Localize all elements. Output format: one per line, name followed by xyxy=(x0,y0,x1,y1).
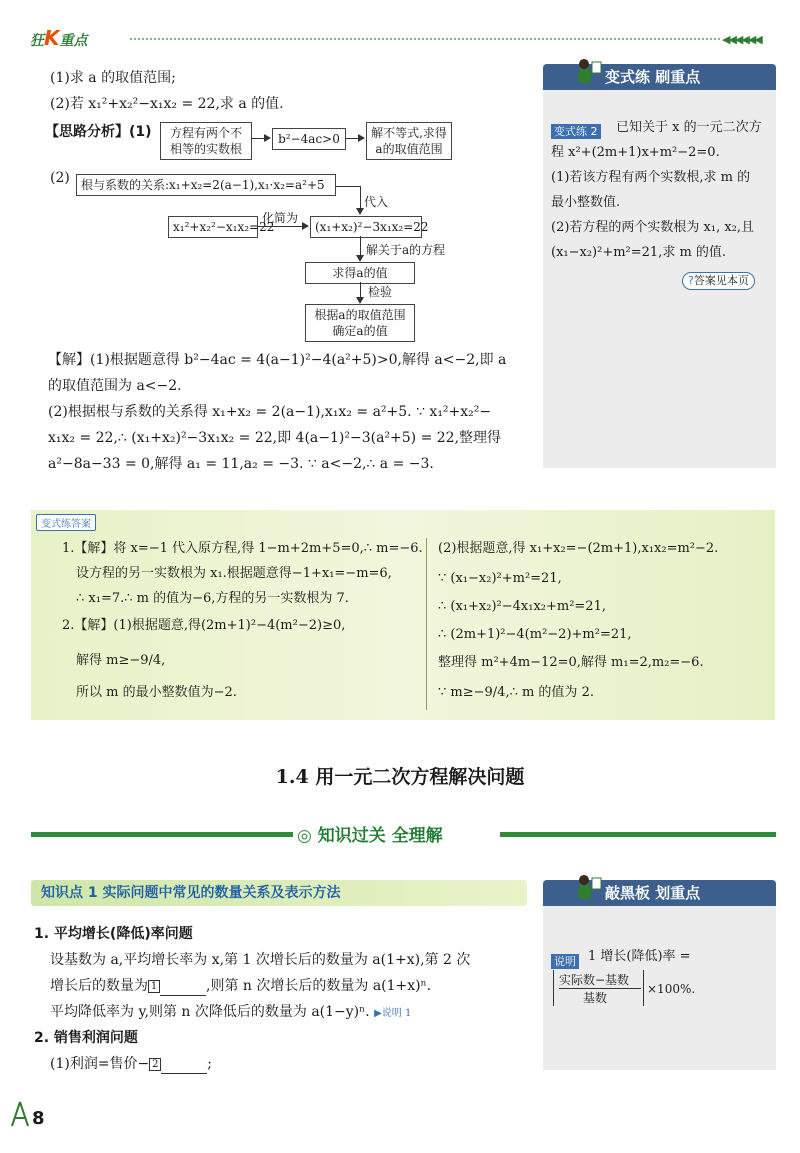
answer-left-4: 2.【解】(1)根据题意,得(2m+1)²−4(m²−2)≥0, xyxy=(62,618,346,633)
heading-growth-rate: 1. 平均增长(降低)率问题 xyxy=(34,926,193,942)
blank-1: 1 xyxy=(148,980,160,993)
key-point-title: 敲黑板 划重点 xyxy=(543,880,776,906)
note-tag: 说明 xyxy=(551,950,579,969)
variant-line-3: (1)若该方程有两个实数根,求 m 的 xyxy=(551,170,751,185)
note-line-1: 1 增长(降低)率 = xyxy=(588,949,691,964)
blank-2-line xyxy=(161,1060,207,1074)
body-line-3: 平均降低率为 y,则第 n 次降低后的数量为 a(1−y)ⁿ. ▶说明 1 xyxy=(50,1004,412,1020)
analysis-label: 【思路分析】(1) xyxy=(45,124,152,140)
flow1-box-2: b²−4ac>0 xyxy=(272,128,346,150)
body-line-1: 设基数为 a,平均增长率为 x,第 1 次增长后的数量为 a(1+x),第 2 次 xyxy=(50,952,471,968)
flow2-simplified-box: (x₁+x₂)²−3x₁x₂=22 xyxy=(310,216,422,238)
answer-right-4: ∴ (2m+1)²−4(m²−2)+m²=21, xyxy=(438,627,632,642)
rule-left xyxy=(31,832,293,837)
variant-tag: 变式练 2 xyxy=(551,120,601,139)
knowledge-point-bar: 知识点 1 实际问题中常见的数量关系及表示方法 xyxy=(31,880,527,906)
note-link: ▶说明 1 xyxy=(374,1008,412,1019)
header-arrows-icon: ◀◀◀◀◀◀ xyxy=(722,33,761,46)
flow1-box-3: 解不等式,求得a的取值范围 xyxy=(366,122,452,160)
flow2-label: (2) xyxy=(50,170,70,186)
flow2-get-box: 求得a的值 xyxy=(305,262,415,284)
teacher-icon-2 xyxy=(572,872,604,904)
answer-right-2: ∵ (x₁−x₂)²+m²=21, xyxy=(438,571,562,586)
teacher-icon xyxy=(572,56,604,88)
brand-logo: 狂K重点 xyxy=(30,26,88,50)
flow2-final-box: 根据a的取值范围确定a的值 xyxy=(305,304,415,342)
question-mark-icon: ? xyxy=(688,274,694,287)
answer-right-1: (2)根据题意,得 x₁+x₂=−(2m+1),x₁x₂=m²−2. xyxy=(438,541,719,556)
answers-tag: 变式练答案 xyxy=(36,514,96,531)
header-dotted-rule xyxy=(130,38,720,40)
formula-numerator: 实际数−基数 xyxy=(559,973,630,987)
flow2-solve-label: 解关于a的方程 xyxy=(366,243,446,257)
question-2: (2)若 x₁²+x₂²−x₁x₂ = 22,求 a 的值. xyxy=(50,96,284,112)
compass-icon xyxy=(8,1100,32,1128)
variant-practice-title: 变式练 刷重点 xyxy=(543,64,776,90)
variant-line-4: 最小整数值. xyxy=(551,195,621,210)
answer-left-5: 解得 m≥−9/4, xyxy=(76,653,166,668)
page-number: 8 xyxy=(32,1108,45,1129)
answer-left-3: ∴ x₁=7.∴ m 的值为−6,方程的另一实数根为 7. xyxy=(76,591,349,606)
formula-tail: ×100%. xyxy=(647,982,696,996)
question-1: (1)求 a 的取值范围; xyxy=(50,70,176,86)
rate-formula xyxy=(551,970,771,1010)
solution-line-4: x₁x₂ = 22,∴ (x₁+x₂)²−3x₁x₂ = 22,即 4(a−1)²−3(a²+5) = 22,整理得 xyxy=(48,430,502,446)
solution-line-5: a²−8a−33 = 0,解得 a₁ = 11,a₂ = −3. ∵ a<−2,∴ a = −3. xyxy=(48,456,434,472)
blank-1-line xyxy=(160,982,206,996)
flow2-substitute-label: 代入 xyxy=(364,195,389,209)
heading-profit: 2. 销售利润问题 xyxy=(34,1030,138,1046)
variant-line-5: (2)若方程的两个实数根为 x₁, x₂,且 xyxy=(551,220,755,235)
knowledge-title: ◎ 知识过关 全理解 xyxy=(297,826,443,846)
formula-denominator: 基数 xyxy=(583,991,608,1005)
variant-line-1: 已知关于 x 的一元二次方 xyxy=(616,120,762,135)
flow2-equation-box: x₁²+x₂²−x₁x₂=22 xyxy=(168,216,258,238)
answer-left-2: 设方程的另一实数根为 x₁.根据题意得−1+x₁=−m=6, xyxy=(76,566,392,581)
solution-line-2: 的取值范围为 a<−2. xyxy=(48,378,182,394)
section-title: 1.4 用一元二次方程解决问题 xyxy=(275,766,525,788)
variant-line-2: 程 x²+(2m+1)x+m²−2=0. xyxy=(551,145,720,160)
answer-left-6: 所以 m 的最小整数值为−2. xyxy=(76,685,237,700)
solution-line-1: 【解】(1)根据题意得 b²−4ac = 4(a−1)²−4(a²+5)>0,解得 a<−2,即 a xyxy=(48,352,507,368)
flow2-vieta-box: 根与系数的关系:x₁+x₂=2(a−1),x₁·x₂=a²+5 xyxy=(76,174,336,196)
answer-note: ?答案见本页 xyxy=(682,272,755,290)
blank-2: 2 xyxy=(149,1058,161,1071)
answer-left-1: 1.【解】将 x=−1 代入原方程,得 1−m+2m+5=0,∴ m=−6. xyxy=(62,541,423,556)
body-line-2: 增长后的数量为 1 ,则第 n 次增长后的数量为 a(1+x)ⁿ. xyxy=(50,978,432,994)
body-line-4: (1)利润=售价− 2 ; xyxy=(50,1056,213,1072)
variant-line-6: (x₁−x₂)²+m²=21,求 m 的值. xyxy=(551,245,727,260)
flow1-box-1: 方程有两个不相等的实数根 xyxy=(160,122,252,160)
answer-right-3: ∴ (x₁+x₂)²−4x₁x₂+m²=21, xyxy=(438,599,606,614)
swirl-icon: ◎ xyxy=(297,826,312,846)
rule-right xyxy=(500,832,776,837)
flow2-check-label: 检验 xyxy=(368,285,393,299)
solution-line-3: (2)根据根与系数的关系得 x₁+x₂ = 2(a−1),x₁x₂ = a²+5. ∵ x₁²+x₂²− xyxy=(48,404,492,420)
answer-right-6: ∵ m≥−9/4,∴ m 的值为 2. xyxy=(438,685,594,700)
answer-right-5: 整理得 m²+4m−12=0,解得 m₁=2,m₂=−6. xyxy=(438,655,704,670)
flow2-simplify-label: 化简为 xyxy=(262,211,299,225)
